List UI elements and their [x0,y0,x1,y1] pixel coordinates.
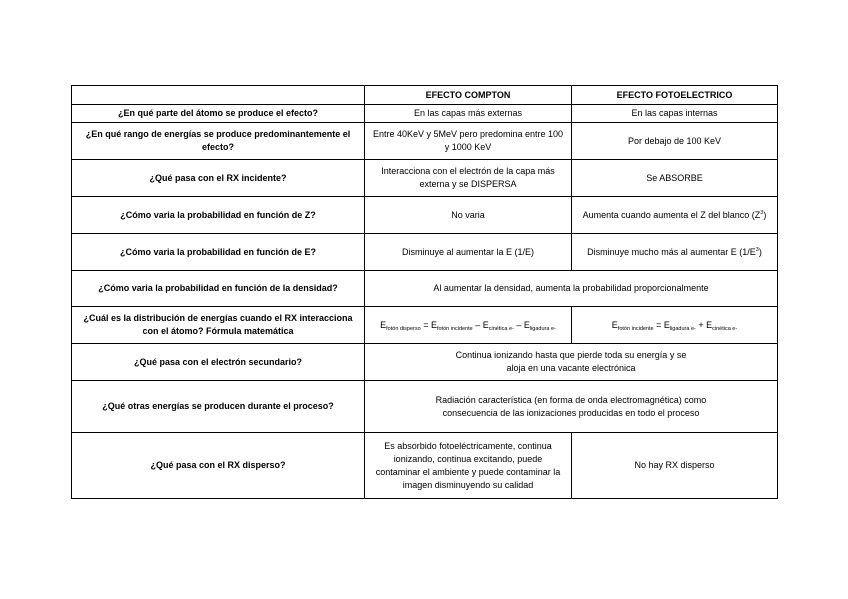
header-row [72,86,778,105]
cell-compton: En las capas más externas [365,105,572,123]
cell-foto: No hay RX disperso [572,433,778,499]
header-foto: EFECTO FOTOELECTRICO [572,86,778,105]
formula-sub: fotón disperso [386,325,421,332]
row-question: ¿Cómo varia la probabilidad en función de Z? [72,197,365,234]
exponent: 3 [760,209,764,216]
comparison-table [71,85,778,499]
table-row [72,381,778,433]
row-question: ¿En qué parte del átomo se produce el efecto? [72,105,365,123]
cell-both: Al aumentar la densidad, aumenta la probabilidad proporcionalmente [365,271,778,307]
formula-sub: cinética e- [712,325,738,332]
cell-foto: Por debajo de 100 KeV [572,123,778,160]
row-question: ¿En qué rango de energías se produce predominantemente el efecto? [72,123,365,160]
cell-compton: No varia [365,197,572,234]
cell-foto-text: Aumenta cuando aumenta el Z del blanco (Z [582,209,761,220]
formula-sub: fotón incidente [617,325,654,332]
formula-sub: fotón incidente [436,325,473,332]
formula-minus: – E [513,319,530,330]
header-compton: EFECTO COMPTON [365,86,572,105]
row-question: ¿Qué otras energías se producen durante el proceso? [72,381,365,433]
cell-compton-formula [365,307,572,344]
cell-foto [572,197,778,234]
cell-foto-text: Disminuye mucho más al aumentar E (1/E [587,246,756,257]
formula-plus: + E [695,319,713,330]
cell-foto: Se ABSORBE [572,160,778,197]
cell-foto-formula [572,307,778,344]
formula-sub: ligadura e- [529,325,556,332]
table-row [72,160,778,197]
row-question: ¿Cómo varia la probabilidad en función de E? [72,234,365,271]
cell-both: Continua ionizando hasta que pierde toda su energía y se aloja en una vacante electrónica [365,344,778,381]
row-question: ¿Cuál es la distribución de energías cuando el RX interacciona con el átomo? Fórmula matemática [72,307,365,344]
table-row [72,123,778,160]
cell-compton: Interacciona con el electrón de la capa más externa y se DISPERSA [365,160,572,197]
table-row [72,433,778,499]
header-blank [72,86,365,105]
formula-e: E [380,319,387,330]
row-question: ¿Cómo varia la probabilidad en función de la densidad? [72,271,365,307]
formula-eq: = E [653,319,670,330]
cell-compton: Disminuye al aumentar la E (1/E) [365,234,572,271]
row-question: ¿Qué pasa con el electrón secundario? [72,344,365,381]
formula-minus: – E [472,319,489,330]
formula-sub: cinética e- [488,325,514,332]
cell-foto-close: ) [763,209,767,220]
row-question: ¿Qué pasa con el RX disperso? [72,433,365,499]
cell-compton: Es absorbido fotoeléctricamente, continua ionizando, continua excitando, puede contaminar el ambiente y puede contaminar la imagen disminuyendo su calidad [365,433,572,499]
row-question: ¿Qué pasa con el RX incidente? [72,160,365,197]
cell-both: Radiación característica (en forma de onda electromagnética) como consecuencia de las ionizaciones producidas en todo el proceso [365,381,778,433]
formula-eq: = E [420,319,437,330]
table-row [72,271,778,307]
cell-compton: Entre 40KeV y 5MeV pero predomina entre 100 y 1000 KeV [365,123,572,160]
table-row [72,105,778,123]
table-row [72,344,778,381]
cell-foto: En las capas internas [572,105,778,123]
formula-e: E [611,319,618,330]
cell-foto-close: ) [758,246,762,257]
table-row [72,197,778,234]
table-row [72,307,778,344]
table-row [72,234,778,271]
cell-foto [572,234,778,271]
exponent: 3 [755,246,759,253]
formula-sub: ligadura e- [669,325,696,332]
